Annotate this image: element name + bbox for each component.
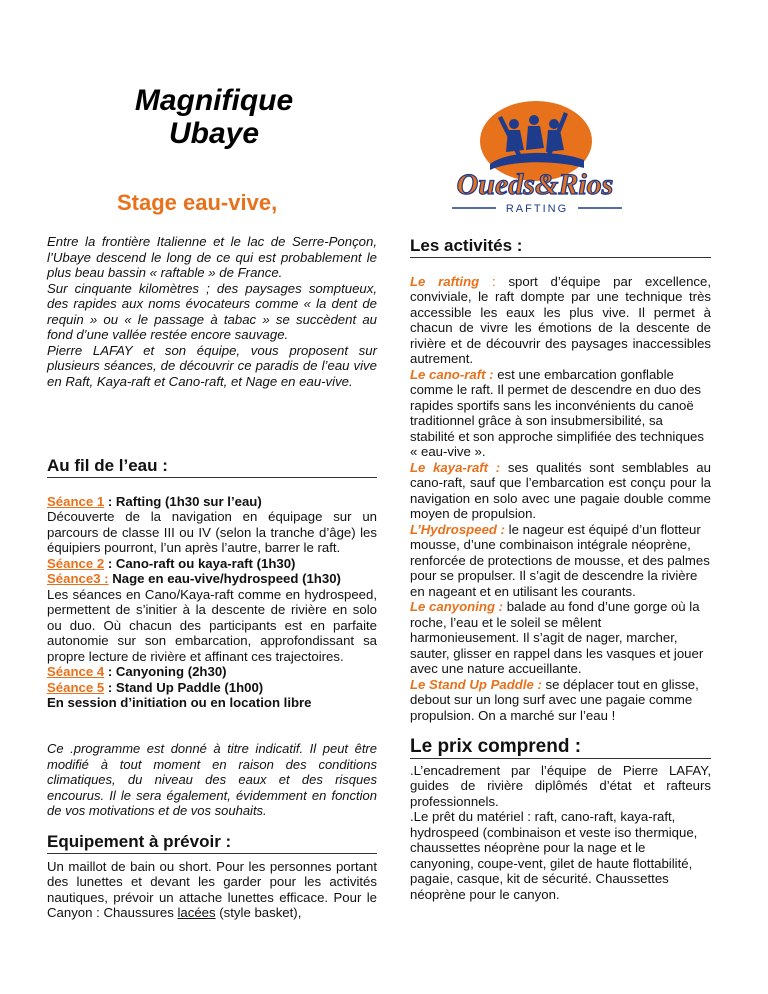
document-title [114,84,314,150]
seance-4-title: Séance 4 : Canyoning (2h30) [47,664,227,679]
section-prix [410,736,711,902]
oueds-rios-logo [438,98,632,216]
activity-stand-up-paddle: Le Stand Up Paddle : se déplacer tout en glisse, debout sur un long surf avec une pagaie comme propulsion. On a marché sur l’eau ! [410,676,699,723]
intro-paragraph: Sur cinquante kilomètres ; des paysages somptueux, des rapides aux noms évocateurs comme « la dent de requin » ou « le passage à tabac » se succèdent au fond d’une vallée restée encore sauvage. [47,280,377,342]
title-line-2: Ubaye [168,117,260,150]
activity-cano-raft: Le cano-raft : est une embarcation gonflable comme le raft. Il permet de descendre en duo des rapides sportifs sans les inconvénients du canoë traditionnel grâce à son insubmersibilité, sa stabilité et son approche simplifiée des techniques « eau-vive ». [410,366,704,459]
activity-canyoning: Le canyoning : balade au fond d’une gorge où la roche, l’eau et le soleil se mêlent harmonieusement. Il s’agit de nager, marcher, sauter, glisser en rappel dans les vasques et jouer avec une nature accueillante. [410,599,704,676]
prix-item: .L’encadrement par l’équipe de Pierre LAFAY, guides de rivière diplômés d’état et rafteurs professionnels. [410,762,711,809]
section-au-fil-de-leau [47,458,377,711]
activity-rafting: Le rafting : sport d’équipe par excellence, conviviale, le raft dompte par une technique très accessible les eaux les plus vive. Il permet à chacun de vivre les émotions de la descente de rivière et de découvrir des paysages inaccessibles autrement. [410,273,711,366]
activites-list [410,274,711,724]
prix-item: .Le prêt du matériel : raft, cano-raft, kaya-raft, hydrospeed (combinaison et veste iso thermique, chaussettes néoprène pour la nage et le canyoning, coupe-vent, gilet de haute flottabilité, pagaie, casque, kit de sécurité. Chaussettes néoprène pour le canyon. [410,809,698,902]
seance-1-title: Séance 1 : Rafting (1h30 sur l’eau) [47,493,262,509]
session-note: En session d’initiation ou en location libre [47,695,312,710]
heading-equipement: Equipement à prévoir : [47,834,377,854]
equipement-text: Un maillot de bain ou short. Pour les personnes portant des lunettes et devant les garder pour les activités nautiques, prévoir un attache lunettes efficace. Pour le Canyon : Chaussures lacées (style basket), [47,858,377,920]
activity-kaya-raft: Le kaya-raft : ses qualités sont semblables au cano-raft, sauf que l’embarcation est conçu pour la navigation en solo avec une pagaie double comme moyen de propulsion. [410,459,711,521]
section-equipement [47,834,377,921]
title-line-1: Magnifique [134,84,294,117]
intro-paragraph: Pierre LAFAY et son équipe, vous proposent sur plusieurs séances, de découvrir ce paradis de l’eau vive en Raft, Kaya-raft et Cano-raft, et Nage en eau-vive. [47,342,377,389]
seance-3-title: Séance3 : Nage en eau-vive/hydrospeed (1h30) [47,571,341,586]
seance-5-title: Séance 5 : Stand Up Paddle (1h00) [47,679,264,695]
heading-activites: Les activités : [410,238,711,258]
seance-1-text: Découverte de la navigation en équipage sur un parcours de classe III ou IV (selon la tranche d’âge) les équipiers pourront, l’un après l’autre, barrer le raft. [47,509,377,555]
seance-2-title: Séance 2 : Cano-raft ou kaya-raft (1h30) [47,555,296,571]
activity-hydrospeed: L’Hydrospeed : le nageur est équipé d’un flotteur mousse, d’une combinaison intégrale néoprène, renforcée de protections de mousse, et des palmes pour se propulser. Il s’agit de descendre la rivière en nageant et en utilisant les courants. [410,521,710,599]
logo-tagline: RAFTING [505,203,569,215]
intro-text [47,234,377,389]
section-activites [410,238,711,723]
seance-2-3-text: Les séances en Cano/Kaya-raft comme en hydrospeed, permettent de s’initier à la descente de rivière en solo ou duo. Où chacun des participants est en parfaite autonomie sur son embarcation, approfondissant sa propre lecture de rivière et affinant ces trajectoires. [47,586,377,664]
heading-prix: Le prix comprend : [410,739,711,759]
prix-list [410,763,711,903]
logo-name: Oueds&Rios [456,168,614,201]
logo-graphic [438,98,632,216]
intro-paragraph: Entre la frontière Italienne et le lac de Serre-Ponçon, l’Ubaye descend le long de ce qui est probablement le plus beau bassin « raftable » de France. [47,234,377,280]
heading-au-fil-de-leau: Au fil de l’eau : [47,458,377,478]
disclaimer-text: Ce .programme est donné à titre indicatif. Il peut être modifié à tout moment en raison des conditions climatiques, du niveau des eaux et des risques encourus. Il le sera également, évidemment en fonction de vos motivations et de vos souhaits. [47,741,377,818]
document-subtitle: Stage eau-vive, [117,190,278,215]
seances-list [47,494,377,711]
